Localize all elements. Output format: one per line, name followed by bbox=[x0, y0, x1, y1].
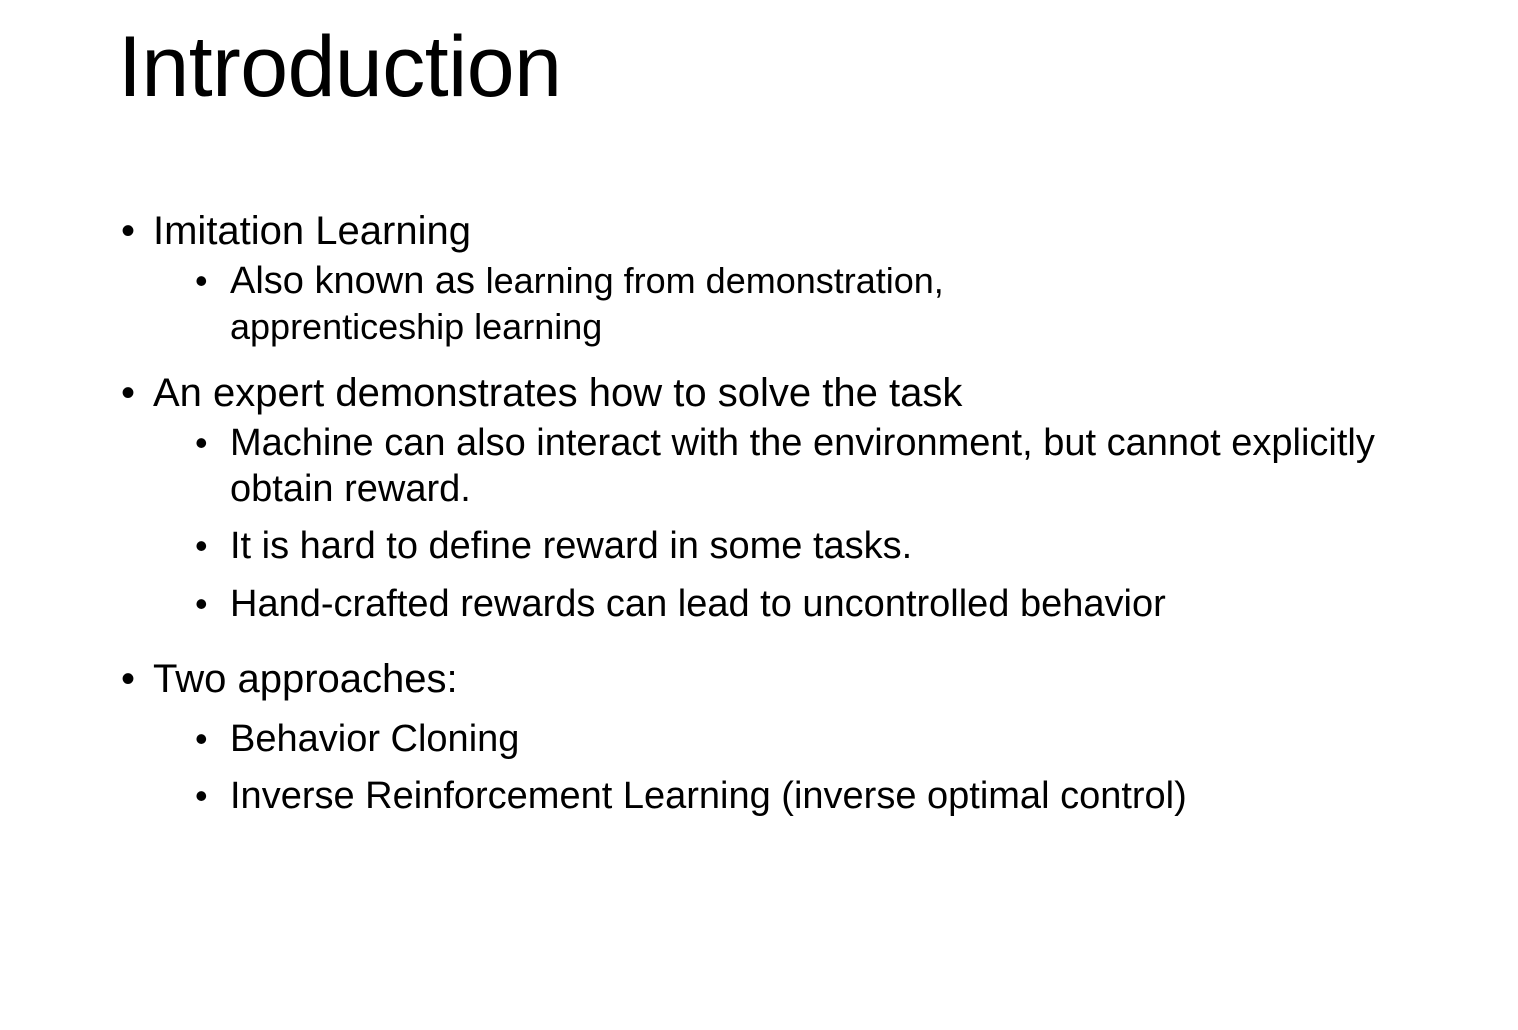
bullet-text: Machine can also interact with the environment, but cannot explicitly obtain reward. bbox=[230, 422, 1375, 510]
bullet-item-hand-crafted-rewards bbox=[105, 582, 1435, 628]
bullet-icon: • bbox=[121, 209, 136, 253]
bullet-text-wrap: apprenticeship learning bbox=[230, 305, 603, 347]
bullet-item-hard-to-define-reward bbox=[105, 524, 1435, 570]
bullet-icon: • bbox=[195, 260, 208, 302]
bullet-icon: • bbox=[121, 370, 136, 415]
bullet-item-two-approaches bbox=[105, 656, 1435, 703]
bullet-text: It is hard to define reward in some tasks. bbox=[230, 525, 913, 568]
bullet-text: An expert demonstrates how to solve the task bbox=[153, 370, 963, 415]
spacer bbox=[105, 630, 1435, 656]
bullet-text-lead: Also known as bbox=[230, 260, 476, 303]
bullet-icon: • bbox=[195, 422, 208, 464]
bullet-item-machine-interact bbox=[105, 421, 1435, 512]
bullet-text: Behavior Cloning bbox=[230, 717, 520, 760]
spacer bbox=[105, 350, 1435, 370]
bullet-item-imitation-learning bbox=[105, 208, 1435, 255]
bullet-text: Two approaches: bbox=[153, 656, 458, 701]
spacer bbox=[105, 764, 1435, 774]
bullet-icon: • bbox=[195, 582, 208, 624]
bullet-icon: • bbox=[195, 525, 208, 567]
bullet-text-emphasis: learning from demonstration, bbox=[485, 260, 944, 302]
bullet-text: Hand-crafted rewards can lead to uncontrolled behavior bbox=[230, 582, 1166, 625]
bullet-text: Imitation Learning bbox=[153, 209, 471, 253]
spacer bbox=[105, 572, 1435, 582]
bullet-item-also-known-as bbox=[105, 259, 1435, 348]
page-title: Introduction bbox=[118, 19, 562, 115]
bullet-icon: • bbox=[195, 717, 208, 759]
slide-body bbox=[105, 208, 1435, 822]
bullet-icon: • bbox=[195, 775, 208, 817]
bullet-icon: • bbox=[121, 656, 136, 701]
spacer bbox=[105, 707, 1435, 717]
bullet-item-behavior-cloning bbox=[105, 717, 1435, 763]
bullet-item-expert-demonstrates bbox=[105, 370, 1435, 417]
bullet-text: Inverse Reinforcement Learning (inverse optimal control) bbox=[230, 775, 1187, 818]
spacer bbox=[105, 514, 1435, 524]
bullet-item-inverse-reinforcement-learning bbox=[105, 774, 1435, 820]
